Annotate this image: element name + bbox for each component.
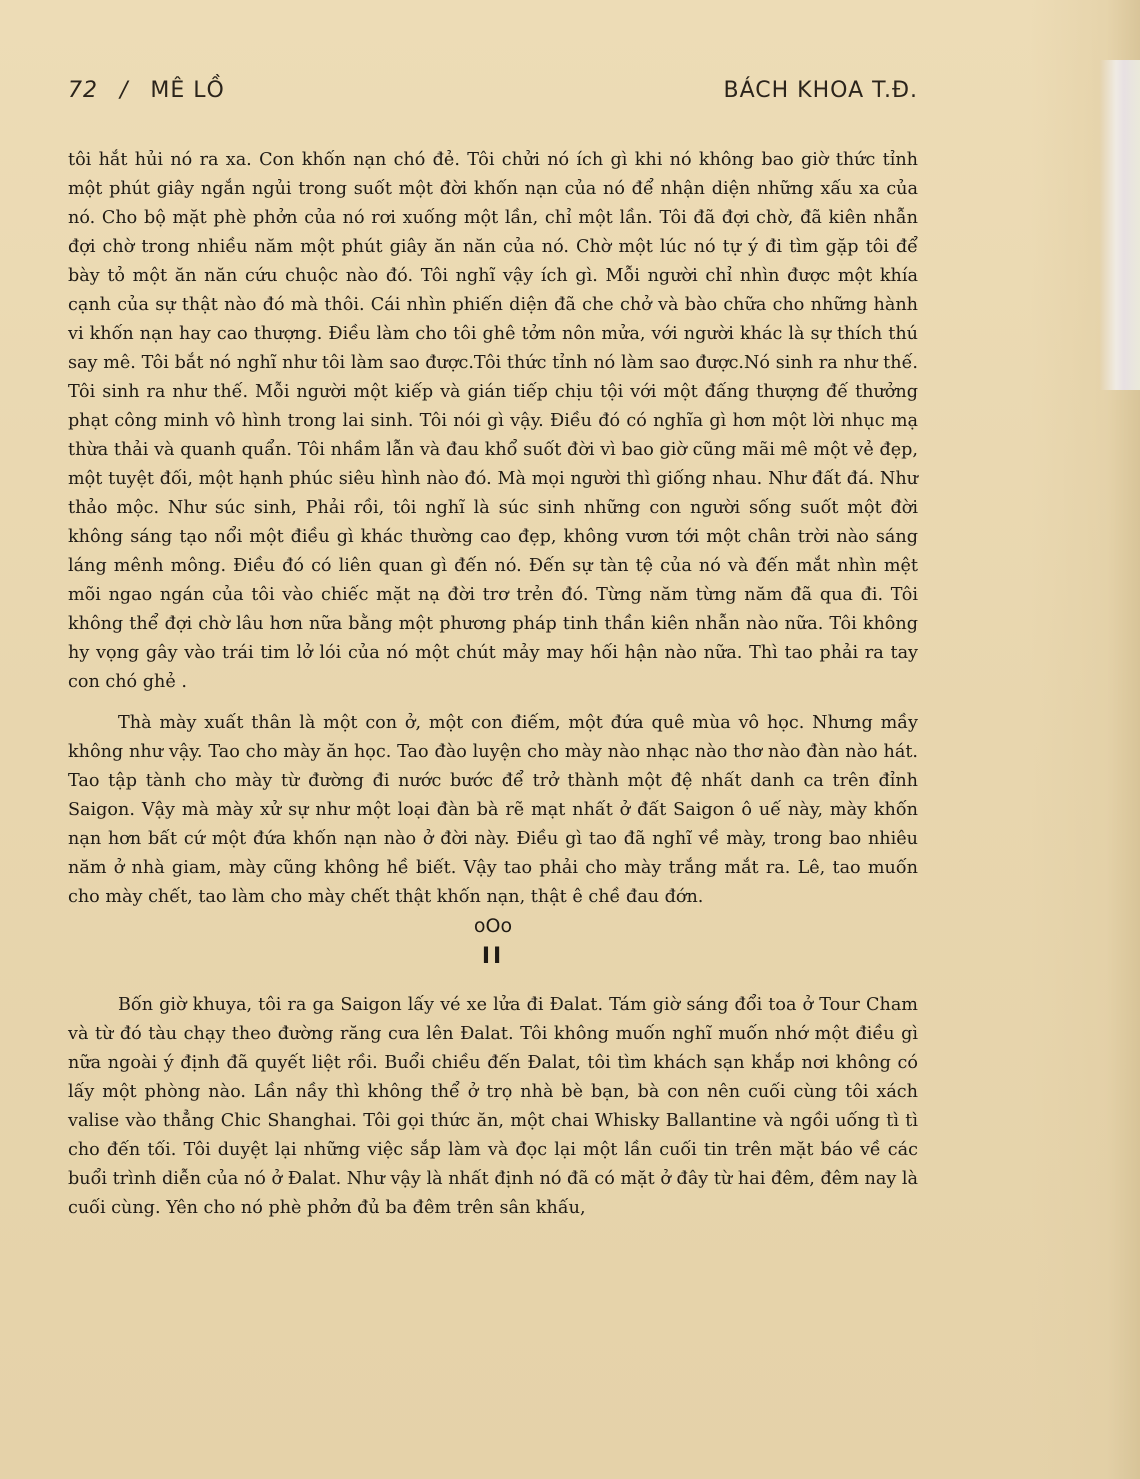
section-separator: oOo	[473, 915, 513, 937]
section-number: II	[481, 944, 505, 969]
page-number: 72	[68, 78, 98, 103]
running-head-left	[68, 78, 225, 103]
section-title: MÊ LỒ	[150, 78, 225, 103]
paragraph-2: Thà mày xuất thân là một con ở, một con điếm, một đứa quê mùa vô học. Nhưng mầy không như vậy. Tao cho mày ăn học. Tao đào luyện cho mày nào nhạc nào thơ nào đàn nào hát. Tao tập tành cho mày từ đường đi nước bước để trở thành một đệ nhất danh ca trên đỉnh Saigon. Vậy mà mày xử sự như một loại đàn bà rẽ mạt nhất ở đất Saigon ô uế này, mày khốn nạn hơn bất cứ một đứa khốn nạn nào ở đời này. Điều gì tao đã nghĩ về mày, trong bao nhiêu năm ở nhà giam, mày cũng không hề biết. Vậy tao phải cho mày trắng mắt ra. Lê, tao muốn cho mày chết, tao làm cho mày chết thật khốn nạn, thật ê chề đau đớn.	[68, 713, 918, 907]
publication-name: BÁCH KHOA T.Đ.	[723, 78, 918, 103]
paragraph-3: Bốn giờ khuya, tôi ra ga Saigon lấy vé xe lửa đi Đalat. Tám giờ sáng đổi toa ở Tour Cham và từ đó tàu chạy theo đường răng cưa lên Đalat. Tôi không muốn nghĩ muốn nhớ một điều gì nữa ngoài ý định đã quyết liệt rồi. Buổi chiều đến Đalat, tôi tìm khách sạn khắp nơi không có lấy một phòng nào. Lần nầy thì không thể ở trọ nhà bè bạn, bà con nên cuối cùng tôi xách valise vào thẳng Chic Shanghai. Tôi gọi thức ăn, một chai Whisky Ballantine và ngồi uống tì tì cho đến tối. Tôi duyệt lại những việc sắp làm và đọc lại một lần cuối tin trên mặt báo về các buổi trình diễn của nó ở Đalat. Như vậy là nhất định nó đã có mặt ở đây từ hai đêm, đêm nay là cuối cùng. Yên cho nó phè phởn đủ ba đêm trên sân khấu,	[68, 995, 918, 1218]
running-head	[68, 78, 918, 112]
header-separator: /	[120, 78, 129, 103]
paragraph-1: tôi hắt hủi nó ra xa. Con khốn nạn chó đẻ. Tôi chửi nó ích gì khi nó không bao giờ thức tỉnh một phút giây ngắn ngủi trong suốt một đời khốn nạn của nó để nhận diện những xấu xa của nó. Cho bộ mặt phè phởn của nó rơi xuống một lần, chỉ một lần. Tôi đã đợi chờ, đã kiên nhẫn đợi chờ trong nhiều năm một phút giây ăn năn của nó. Chờ một lúc nó tự ý đi tìm gặp tôi để bày tỏ một ăn năn cứu chuộc nào đó. Tôi nghĩ vậy ích gì. Mỗi người chỉ nhìn được một khía cạnh của sự thật nào đó mà thôi. Cái nhìn phiến diện đã che chở và bào chữa cho những hành vi khốn nạn hay cao thượng. Điều làm cho tôi ghê tởm nôn mửa, với người khác là sự thích thú say mê. Tôi bắt nó nghĩ như tôi làm sao được.Tôi thức tỉnh nó làm sao được.Nó sinh ra như thế. Tôi sinh ra như thế. Mỗi người một kiếp và gián tiếp chịu tội với một đấng thượng đế thưởng phạt công minh vô hình trong lai sinh. Tôi nói gì vậy. Điều đó có nghĩa gì hơn một lời nhục mạ thừa thải và quanh quẩn. Tôi nhầm lẫn và đau khổ suốt đời vì bao giờ cũng mãi mê một vẻ đẹp, một tuyệt đối, một hạnh phúc siêu hình nào đó. Mà mọi người thì giống nhau. Như đất đá. Như thảo mộc. Như súc sinh, Phải rồi, tôi nghĩ là súc sinh những con người sống suốt một đời không sáng tạo nổi một điều gì khác thường cao đẹp, không vươn tới một chân trời nào sáng láng mênh mông. Điều đó có liên quan gì đến nó. Đến sự tàn tệ của nó và đến mắt nhìn mệt mõi ngao ngán của tôi vào chiếc mặt nạ đời trơ trẻn đó. Từng năm từng năm đã qua đi. Tôi không thể đợi chờ lâu hơn nữa bằng một phương pháp tinh thần kiên nhẫn nào nữa. Tôi không hy vọng gây vào trái tim lở lói của nó một chút mảy may hối hận nào nữa. Thì tao phải ra tay con chó ghẻ .	[68, 150, 918, 692]
page-edge-strip	[1100, 60, 1140, 390]
body-text	[68, 146, 918, 1223]
